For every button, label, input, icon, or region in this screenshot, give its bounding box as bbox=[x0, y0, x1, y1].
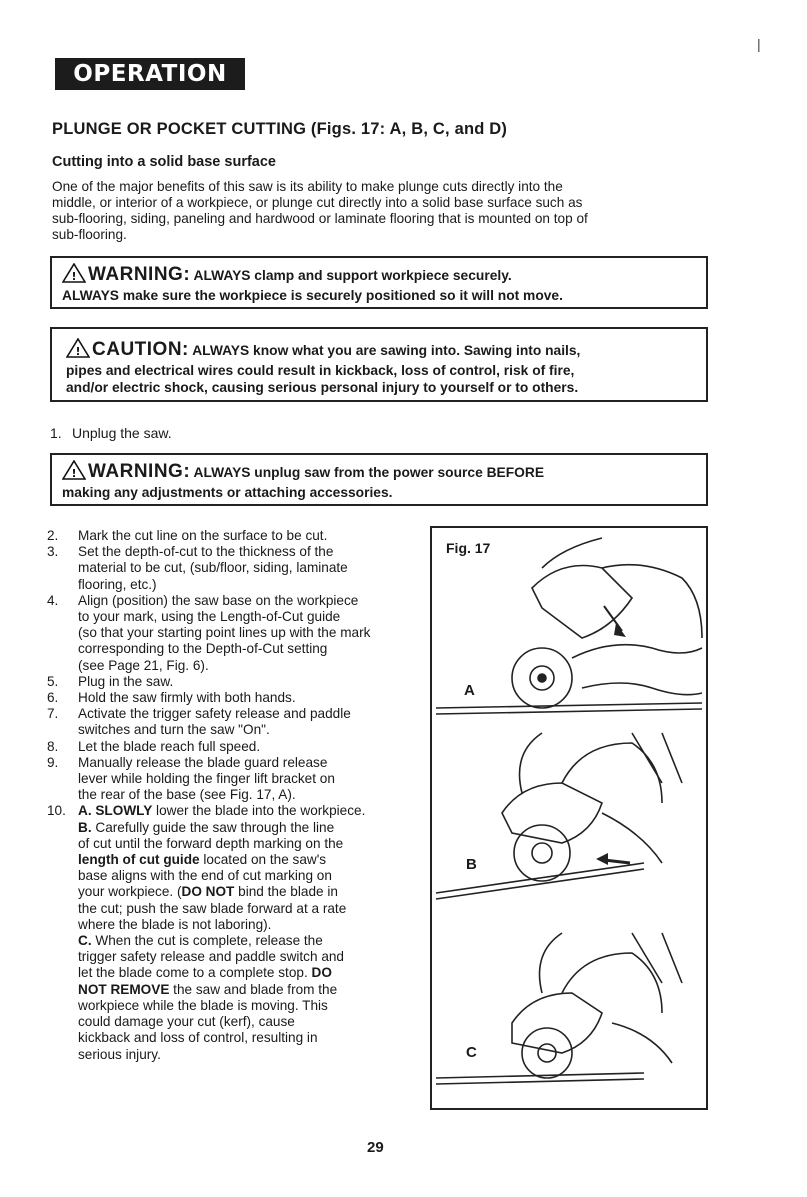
intro-line: sub-flooring. bbox=[52, 227, 127, 242]
step-line: the rear of the base (see Fig. 17, A). bbox=[78, 787, 296, 803]
direction-arrow bbox=[614, 623, 626, 637]
warning-title: WARNING: bbox=[88, 264, 191, 285]
step-line: flooring, etc.) bbox=[78, 576, 157, 592]
step-bold: DO bbox=[311, 965, 332, 981]
step-line: corresponding to the Depth-of-Cut setting bbox=[78, 641, 328, 657]
warning-triangle-icon bbox=[62, 263, 86, 287]
step-number: 10. bbox=[47, 803, 66, 819]
step-bold: length of cut guide bbox=[78, 852, 200, 868]
step-item bbox=[47, 690, 425, 706]
caution-triangle-icon bbox=[66, 338, 90, 362]
figure-17 bbox=[430, 526, 708, 1110]
caution-text-line: and/or electric shock, causing serious personal injury to yourself or to others. bbox=[66, 380, 579, 395]
warning-text-line: ALWAYS clamp and support workpiece securely. bbox=[193, 268, 512, 283]
step-line: Carefully guide the saw through the line bbox=[91, 819, 335, 835]
figure-panel-b-illustration bbox=[432, 723, 706, 913]
step-line: Align (position) the saw base on the workpiece bbox=[78, 592, 359, 608]
step-bold: A. SLOWLY bbox=[78, 803, 153, 819]
step-number: 9. bbox=[47, 754, 59, 770]
warning-box-clamp bbox=[50, 256, 708, 309]
step-line: Hold the saw firmly with both hands. bbox=[78, 690, 296, 706]
steps-list bbox=[47, 528, 425, 1063]
step-line: Plug in the saw. bbox=[78, 673, 174, 689]
figure-title: Fig. 17 bbox=[446, 540, 491, 556]
step-line: to your mark, using the Length-of-Cut guide bbox=[78, 609, 341, 625]
step-item bbox=[47, 803, 425, 1062]
step-line: When the cut is complete, release the bbox=[91, 933, 323, 949]
step-bold: NOT REMOVE bbox=[78, 981, 170, 997]
step-line: Activate the trigger safety release and paddle bbox=[78, 706, 351, 722]
step-item bbox=[47, 544, 425, 593]
warning-title: WARNING: bbox=[88, 461, 191, 482]
figure-label-c: C bbox=[466, 1044, 477, 1061]
svg-text:!: ! bbox=[75, 345, 81, 358]
step-line: kickback and loss of control, resulting in bbox=[78, 1030, 318, 1046]
step-number: 4. bbox=[47, 592, 59, 608]
section-title: PLUNGE OR POCKET CUTTING (Figs. 17: A, B, C, and D) bbox=[52, 120, 508, 138]
step-number: 6. bbox=[47, 690, 59, 706]
step-line: your workpiece. ( bbox=[78, 884, 182, 900]
caution-text-line: pipes and electrical wires could result in kickback, loss of control, risk of fire, bbox=[66, 363, 575, 378]
step-line: lower the blade into the workpiece. bbox=[152, 803, 366, 819]
step-line: serious injury. bbox=[78, 1046, 161, 1062]
step-number: 8. bbox=[47, 738, 59, 754]
step-bold: DO NOT bbox=[181, 884, 235, 900]
intro-line: sub-flooring, siding, paneling and hardwood or laminate flooring that is mounted on top of bbox=[52, 211, 588, 226]
step-line: Let the blade reach full speed. bbox=[78, 738, 261, 754]
step-number: 1. bbox=[50, 425, 62, 441]
intro-line: One of the major benefits of this saw is its ability to make plunge cuts directly into the bbox=[52, 179, 563, 194]
step-line: Mark the cut line on the surface to be cut. bbox=[78, 528, 328, 543]
step-item bbox=[47, 739, 425, 755]
warning-text-line: making any adjustments or attaching accessories. bbox=[62, 485, 393, 500]
step-item bbox=[47, 528, 425, 544]
step-line: could damage your cut (kerf), cause bbox=[78, 1014, 295, 1030]
step-line: Manually release the blade guard release bbox=[78, 754, 328, 770]
page-corner-mark: | bbox=[757, 36, 761, 52]
step-item bbox=[47, 755, 425, 804]
step-1 bbox=[50, 425, 172, 441]
subsection-title: Cutting into a solid base surface bbox=[52, 154, 276, 170]
step-line: trigger safety release and paddle switch and bbox=[78, 949, 344, 965]
step-item bbox=[47, 593, 425, 674]
figure-panel-c-illustration bbox=[432, 913, 706, 1108]
step-bold: B. bbox=[78, 819, 92, 835]
warning-triangle-icon bbox=[62, 460, 86, 484]
figure-label-b: B bbox=[466, 856, 477, 873]
step-line: located on the saw's bbox=[199, 852, 327, 868]
step-line: the saw and blade from the bbox=[169, 981, 338, 997]
step-line: (so that your starting point lines up with the mark bbox=[78, 625, 371, 641]
svg-text:!: ! bbox=[71, 270, 77, 283]
step-line: where the blade is not laboring). bbox=[78, 916, 272, 932]
caution-text-line: ALWAYS know what you are sawing into. Sawing into nails, bbox=[192, 343, 581, 358]
svg-text:!: ! bbox=[71, 467, 77, 480]
step-line: material to be cut, (sub/floor, siding, laminate bbox=[78, 560, 348, 576]
step-text: Unplug the saw. bbox=[72, 425, 172, 441]
caution-box bbox=[50, 327, 708, 402]
step-number: 3. bbox=[47, 544, 59, 560]
step-number: 5. bbox=[47, 673, 59, 689]
step-number: 7. bbox=[47, 706, 59, 722]
figure-label-a: A bbox=[464, 682, 475, 699]
warning-text-line: ALWAYS unplug saw from the power source BEFORE bbox=[193, 465, 545, 480]
step-item bbox=[47, 674, 425, 690]
warning-box-unplug bbox=[50, 453, 708, 506]
step-line: lever while holding the finger lift bracket on bbox=[78, 771, 335, 787]
step-line: bind the blade in bbox=[234, 884, 338, 900]
step-line: workpiece while the blade is moving. This bbox=[78, 997, 328, 1013]
warning-text-line: ALWAYS make sure the workpiece is securely positioned so it will not move. bbox=[62, 288, 563, 303]
step-item bbox=[47, 706, 425, 738]
step-line: switches and turn the saw "On". bbox=[78, 722, 270, 738]
caution-title: CAUTION: bbox=[92, 339, 189, 360]
step-number: 2. bbox=[47, 528, 59, 543]
step-line: base aligns with the end of cut marking on bbox=[78, 868, 332, 884]
step-line: (see Page 21, Fig. 6). bbox=[78, 657, 209, 673]
step-bold: C. bbox=[78, 933, 92, 949]
step-line: let the blade come to a complete stop. bbox=[78, 965, 312, 981]
page-number: 29 bbox=[367, 1139, 384, 1156]
step-line: Set the depth-of-cut to the thickness of the bbox=[78, 544, 334, 560]
intro-line: middle, or interior of a workpiece, or plunge cut directly into a solid base surface such as bbox=[52, 195, 583, 210]
intro-paragraph bbox=[52, 179, 704, 243]
section-header-badge: OPERATION cont. bbox=[55, 58, 245, 90]
step-line: of cut until the forward depth marking on the bbox=[78, 835, 344, 851]
step-line: the cut; push the saw blade forward at a rate bbox=[78, 900, 347, 916]
